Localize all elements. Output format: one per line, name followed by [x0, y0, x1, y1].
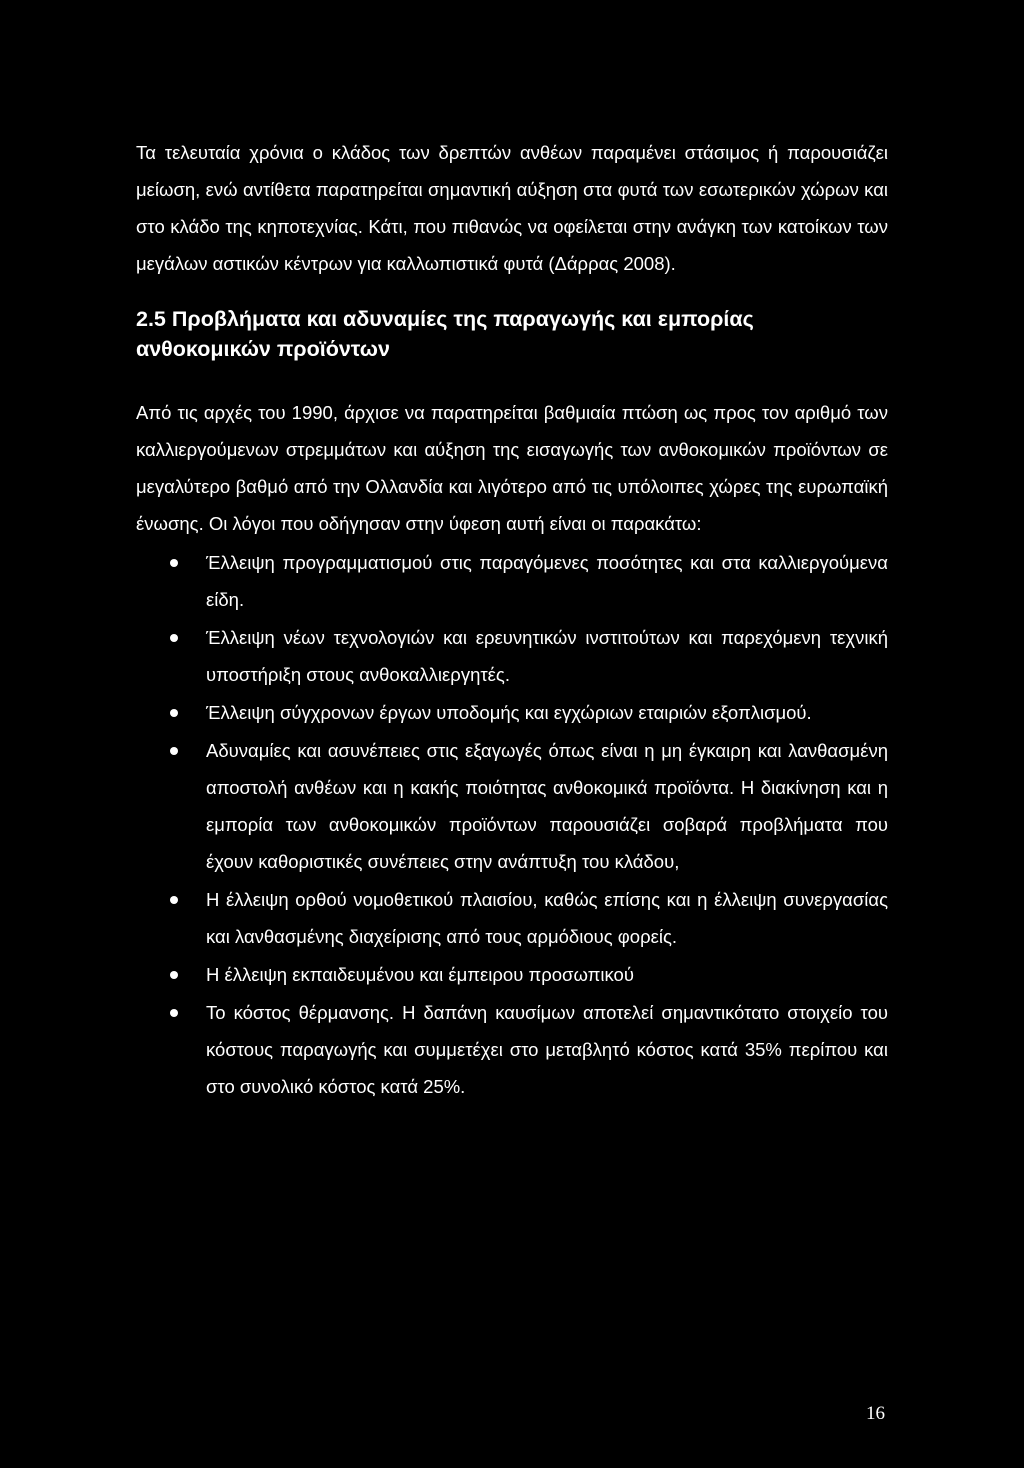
list-item	[136, 544, 888, 618]
bullet-icon	[170, 634, 178, 642]
list-item-text: Έλλειψη προγραμματισμού στις παραγόμενες ποσότητες και στα καλλιεργούμενα είδη.	[206, 552, 888, 610]
bullet-icon	[170, 559, 178, 567]
document-page	[136, 134, 888, 1106]
list-item	[136, 694, 888, 731]
list-item	[136, 619, 888, 693]
bullet-icon	[170, 1009, 178, 1017]
list-item-text: Έλλειψη σύγχρονων έργων υποδομής και εγχώριων εταιριών εξοπλισμού.	[206, 702, 812, 723]
intro-paragraph: Τα τελευταία χρόνια ο κλάδος των δρεπτών ανθέων παραμένει στάσιμος ή παρουσιάζει μείωση, ενώ αντίθετα παρατηρείται σημαντική αύξηση στα φυτά των εσωτερικών χώρων και στο κλάδο της κηποτεχνίας. Κάτι, που πιθανώς να οφείλεται στην ανάγκη των κατοίκων των μεγάλων αστικών κέντρων για καλλωπιστικά φυτά (Δάρρας 2008).	[136, 142, 888, 274]
list-item-text: Η έλλειψη ορθού νομοθετικού πλαισίου, καθώς επίσης και η έλλειψη συνεργασίας και λανθασμένης διαχείρισης από τους αρμόδιους φορείς.	[206, 889, 888, 947]
list-item-text: Το κόστος θέρμανσης. Η δαπάνη καυσίμων αποτελεί σημαντικότατο στοιχείο του κόστους παραγωγής και συμμετέχει στο μεταβλητό κόστος κατά 35% περίπου και στο συνολικό κόστος κατά 25%.	[206, 1002, 888, 1097]
bullet-icon	[170, 709, 178, 717]
page-number: 16	[866, 1403, 885, 1424]
list-item-text: Η έλλειψη εκπαιδευμένου και έμπειρου προσωπικού	[206, 964, 634, 985]
list-item	[136, 994, 888, 1105]
list-item-text: Έλλειψη νέων τεχνολογιών και ερευνητικών ινστιτούτων και παρεχόμενη τεχνική υποστήριξη στους ανθοκαλλιεργητές.	[206, 627, 888, 685]
list-item	[136, 956, 888, 993]
bullet-icon	[170, 971, 178, 979]
bullet-icon	[170, 896, 178, 904]
list-item-text: Αδυναμίες και ασυνέπειες στις εξαγωγές όπως είναι η μη έγκαιρη και λανθασμένη αποστολή ανθέων και η κακής ποιότητας ανθοκομικά προϊόντα. Η διακίνηση και η εμπορία των ανθοκομικών προϊόντων παρουσιάζει σοβαρά προβλήματα που έχουν καθοριστικές συνέπειες στην ανάπτυξη του κλάδου,	[206, 740, 888, 872]
body-paragraph: Από τις αρχές του 1990, άρχισε να παρατηρείται βαθμιαία πτώση ως προς τον αριθμό των καλλιεργούμενων στρεμμάτων και αύξηση της εισαγωγής των ανθοκομικών προϊόντων σε μεγαλύτερο βαθμό από την Ολλανδία και λιγότερο από τις υπόλοιπες χώρες της ευρωπαϊκή ένωσης. Οι λόγοι που οδήγησαν στην ύφεση αυτή είναι οι παρακάτω:	[136, 402, 888, 534]
section-heading: 2.5 Προβλήματα και αδυναμίες της παραγωγής και εμπορίας ανθοκομικών προϊόντων	[136, 307, 754, 361]
bullet-icon	[170, 747, 178, 755]
list-item	[136, 732, 888, 880]
list-item	[136, 881, 888, 955]
reasons-list	[136, 544, 888, 1105]
